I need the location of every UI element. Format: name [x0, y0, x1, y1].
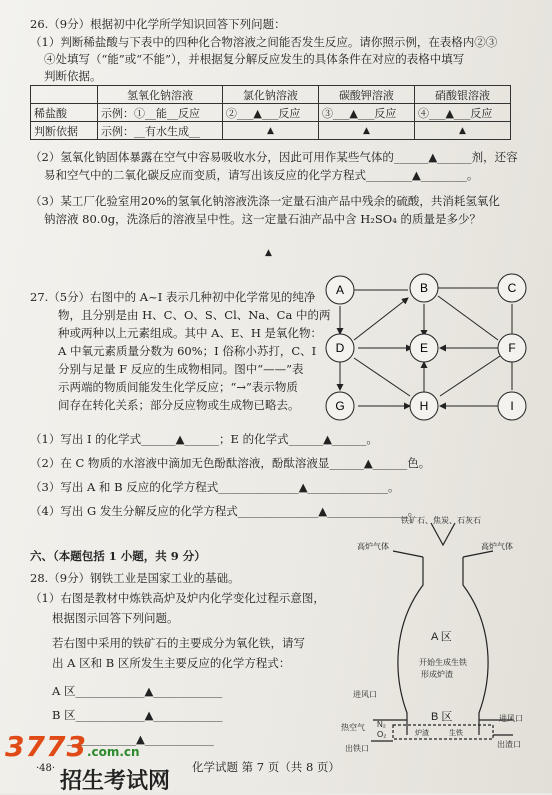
fig-n2: N₂: [377, 720, 386, 729]
node-label-c: C: [507, 281, 517, 295]
table-cell: ④___▲___反应: [414, 104, 510, 122]
hearth-box: [393, 725, 493, 739]
q26-title: 26.（9分）根据初中化学所学知识回答下列问题：: [30, 17, 286, 31]
table-cell: ②___▲___反应: [222, 104, 318, 122]
fig-iron: 生铁: [449, 730, 463, 737]
table-cell: 碳酸钾溶液: [318, 86, 414, 104]
q26-line3: ④处填写（“能”或“不能”），并根据复分解反应发生的具体条件在对应的表格中填写: [44, 52, 465, 66]
feed-arrow-icon: [431, 523, 455, 545]
table-cell: ▲: [222, 122, 318, 140]
fig-zone-a-note1: 开始生成生铁: [419, 658, 467, 667]
q26-table: [30, 85, 511, 140]
node-label-b: B: [419, 281, 429, 295]
q26-part3-b: 钠溶液 80.0g，洗涤后的溶液呈中性。这一定量石油产品中含 H₂SO₄ 的质量是多少？: [44, 212, 481, 226]
q28-answer-b: B 区____________▲____________: [52, 708, 223, 722]
watermark-text: 招生考试网: [60, 769, 171, 794]
watermark-number: 3773: [5, 730, 87, 763]
edge-d-h: [354, 358, 410, 396]
q27-sub2: （2）在 C 物质的水溶液中滴加无色酚酞溶液，酚酞溶液显______▲______色。: [30, 456, 431, 470]
q28-line3: 根据图示回答下列问题。: [52, 611, 179, 625]
fig-gas-right: 高炉气体: [481, 542, 513, 551]
q28-line1: 28.（9分）钢铁工业是国家工业的基础。: [30, 571, 240, 585]
edge-b-f: [438, 296, 498, 340]
fig-top-label: 铁矿石、焦炭、石灰石: [401, 516, 481, 525]
answer-marker: ▲: [265, 248, 272, 258]
q27-line6: 示两端的物质间能发生化学反应；“→”表示物质: [58, 380, 298, 394]
node-label-a: A: [335, 283, 345, 297]
table-row: [31, 104, 511, 122]
table-cell: 稀盐酸: [31, 104, 98, 122]
node-label-i: I: [510, 399, 514, 413]
watermark-domain: .com.cn: [86, 745, 140, 759]
q27-line4: A 中氧元素质量分数为 60%；I 俗称小苏打，C、I: [58, 344, 317, 358]
furnace-right-wall: [463, 557, 488, 735]
relation-diagram: [318, 272, 538, 432]
q27-line2: 物，且分别是由 H、C、O、S、Cl、Na、Ca 中的两: [58, 308, 331, 322]
table-cell: ▲: [414, 122, 510, 140]
q27-line5: 分别与足量 F 反应的生成物相同。图中“——”表: [58, 362, 304, 376]
node-label-d: D: [335, 341, 345, 355]
q26-line2: （1）判断稀盐酸与下表中的四种化合物溶液之间能否发生反应。请你照示例，在表格内②③: [30, 35, 498, 49]
gas-right-pipe: [463, 551, 493, 557]
fig-hot-air: 热空气: [341, 723, 365, 732]
fig-zone-a: A 区: [431, 631, 452, 643]
blast-furnace-figure: [341, 515, 543, 755]
node-label-g: G: [335, 399, 345, 413]
table-cell: 判断依据: [31, 122, 98, 140]
fig-iron-out: 出铁口: [345, 744, 369, 753]
edge-d-b: [354, 298, 408, 340]
node-label-f: F: [508, 341, 516, 355]
table-cell: ▲: [318, 122, 414, 140]
q26-part2-b: 易和空气中的二氧化碳反应而变质，请写出该反应的化学方程式________▲________。: [44, 168, 479, 182]
q27-sub1: （1）写出 I 的化学式______▲______；E 的化学式______▲______。: [30, 432, 378, 446]
table-cell: 示例：__有水生成__: [98, 122, 223, 140]
q26-part2-a: （2）氢氧化钠固体暴露在空气中容易吸收水分，因此可用作某些气体的______▲______剂，还容: [30, 150, 518, 164]
fig-gas-left: 高炉气体: [357, 542, 389, 551]
furnace-left-wall: [398, 557, 423, 735]
fig-inlet-right: 进风口: [499, 714, 523, 723]
fig-inlet-left: 进风口: [353, 690, 377, 699]
q26-part3-a: （3）某工厂化验室用20%的氢氧化钠溶液洗涤一定量石油产品中残余的硫酸，共消耗氢氧化: [30, 194, 500, 208]
fig-zone-b: B 区: [431, 711, 453, 723]
fig-zone-a-note2: 形成炉渣: [421, 670, 453, 679]
q27-line3: 种或两种以上元素组成。其中 A、E、H 是氧化物：: [58, 326, 323, 340]
q28-answer-a: A 区____________▲____________: [52, 684, 223, 698]
gas-left-pipe: [393, 551, 423, 557]
node-label-e: E: [419, 341, 429, 355]
table-header-row: [31, 86, 511, 104]
table-cell: 硝酸银溶液: [414, 86, 510, 104]
node-label-h: H: [419, 399, 429, 413]
fig-slag: 炉渣: [415, 730, 429, 737]
q28-answer-c: ____________▲____________: [67, 732, 214, 746]
table-cell: 氢氧化钠溶液: [98, 86, 223, 104]
section-title: 六、（本题包括 1 小题，共 9 分）: [30, 549, 206, 563]
page-number: ·48·: [36, 763, 56, 774]
edge-f-h: [440, 356, 500, 396]
table-cell: ③___▲___反应: [318, 104, 414, 122]
q27-sub4: （4）写出 G 发生分解反应的化学方程式______________▲______________。: [30, 504, 420, 518]
q28-line4: 若右图中采用的铁矿石的主要成分为氧化铁，请写: [52, 636, 305, 650]
q28-line5: 出 A 区和 B 区所发生主要反应的化学方程式：: [52, 656, 291, 670]
q27-sub3: （3）写出 A 和 B 反应的化学方程式______________▲______________。: [30, 480, 400, 494]
fig-o2: O₂: [377, 730, 387, 739]
table-cell: [31, 86, 98, 104]
fig-slag-out: 出渣口: [497, 740, 521, 749]
q28-line2: （1）右图是教材中炼铁高炉及炉内化学变化过程示意图，: [30, 591, 325, 605]
table-cell: 示例：①__能__反应: [98, 104, 223, 122]
table-row: [31, 122, 511, 140]
q27-line1: 27.（5分）右图中的 A~I 表示几种初中化学常见的纯净: [30, 290, 316, 304]
footer-title: 化学试题 第 7 页（共 8 页）: [192, 760, 340, 774]
q26-line4: 判断依据。: [44, 69, 102, 83]
q27-line7: 间存在转化关系；部分反应物或生成物已略去。: [58, 398, 300, 412]
table-cell: 氯化钠溶液: [222, 86, 318, 104]
